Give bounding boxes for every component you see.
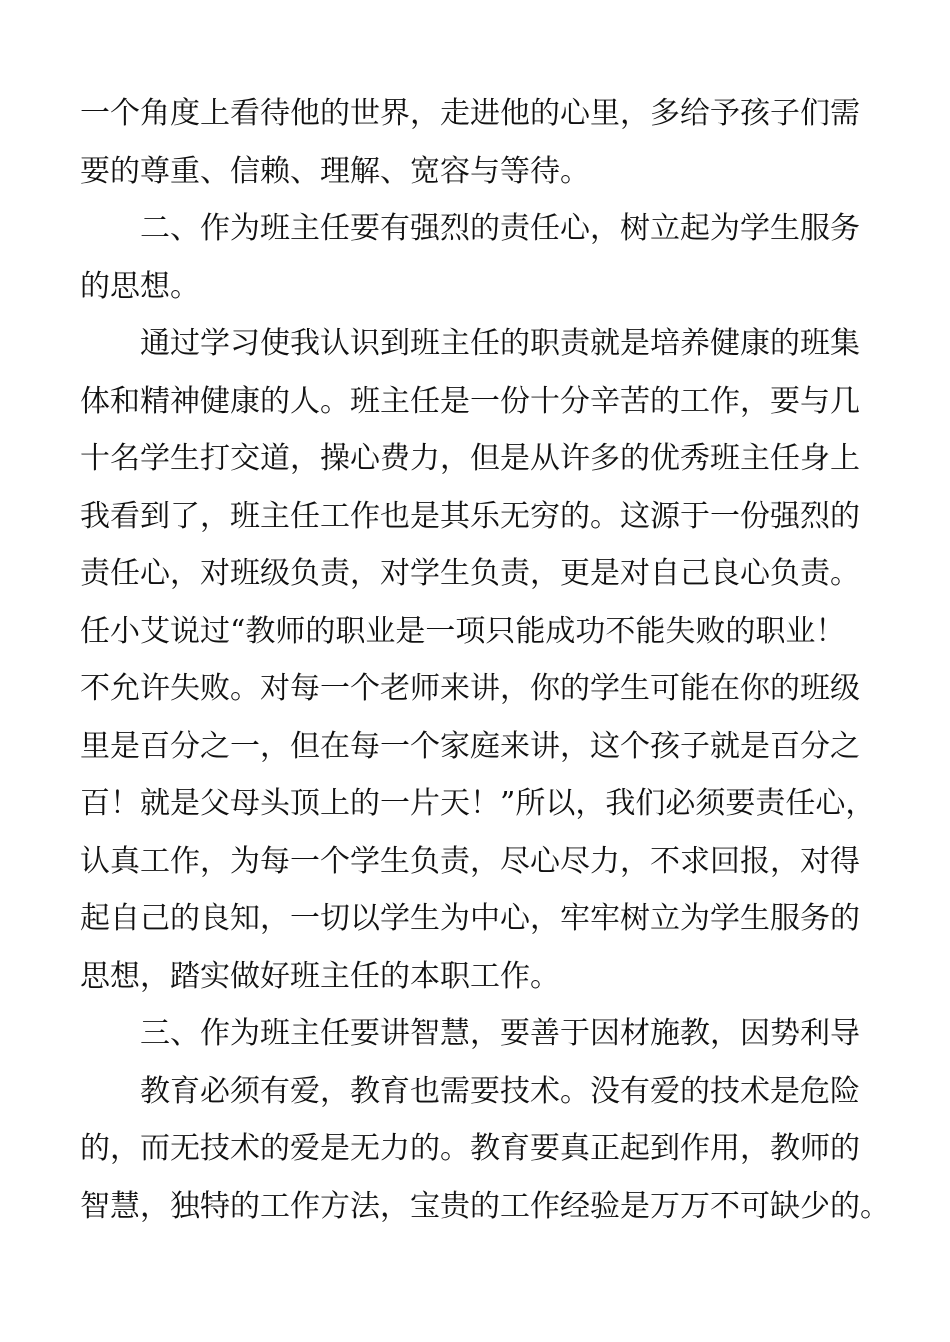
text-line: 我看到了，班主任工作也是其乐无穷的。这源于一份强烈的 <box>80 498 860 534</box>
text-line: 起自己的良知，一切以学生为中心，牢牢树立为学生服务的 <box>80 901 860 936</box>
text-line: 体和精神健康的人。班主任是一份十分辛苦的工作，要与几 <box>80 383 860 419</box>
text-line: 十名学生打交道，操心费力，但是从许多的优秀班主任身上 <box>80 441 860 476</box>
text-line: 认真工作，为每一个学生负责，尽心尽力，不求回报，对得 <box>80 843 860 879</box>
text-line: 的思想。 <box>80 268 200 304</box>
text-line: 里是百分之一，但在每一个家庭来讲，这个孩子就是百分之 <box>80 728 860 764</box>
body-text <box>80 85 890 1235</box>
text-line: 不允许失败。对每一个老师来讲，你的学生可能在你的班级 <box>80 671 860 706</box>
text-line: 一个角度上看待他的世界，走进他的心里，多给予孩子们需 <box>80 96 860 131</box>
text-line: 百！就是父母头顶上的一片天！”所以，我们必须要责任心， <box>80 786 876 821</box>
section-heading: 三、作为班主任要讲智慧，要善于因材施教，因势利导 <box>140 1016 860 1051</box>
text-line: 任小艾说过“教师的职业是一项只能成功不能失败的职业！ <box>80 613 846 649</box>
section-heading: 二、作为班主任要有强烈的责任心，树立起为学生服务 <box>140 211 860 246</box>
text-line: 要的尊重、信赖、理解、宽容与等待。 <box>80 153 590 189</box>
text-line: 智慧，独特的工作方法，宝贵的工作经验是万万不可缺少的。 <box>80 1188 890 1224</box>
paragraph-start: 教育必须有爱，教育也需要技术。没有爱的技术是危险 <box>140 1073 860 1109</box>
text-line: 思想，踏实做好班主任的本职工作。 <box>80 958 560 994</box>
paragraph-start: 通过学习使我认识到班主任的职责就是培养健康的班集 <box>140 326 860 361</box>
text-line: 责任心，对班级负责，对学生负责，更是对自己良心负责。 <box>80 556 860 591</box>
text-line: 的，而无技术的爱是无力的。教育要真正起到作用，教师的 <box>80 1131 860 1166</box>
